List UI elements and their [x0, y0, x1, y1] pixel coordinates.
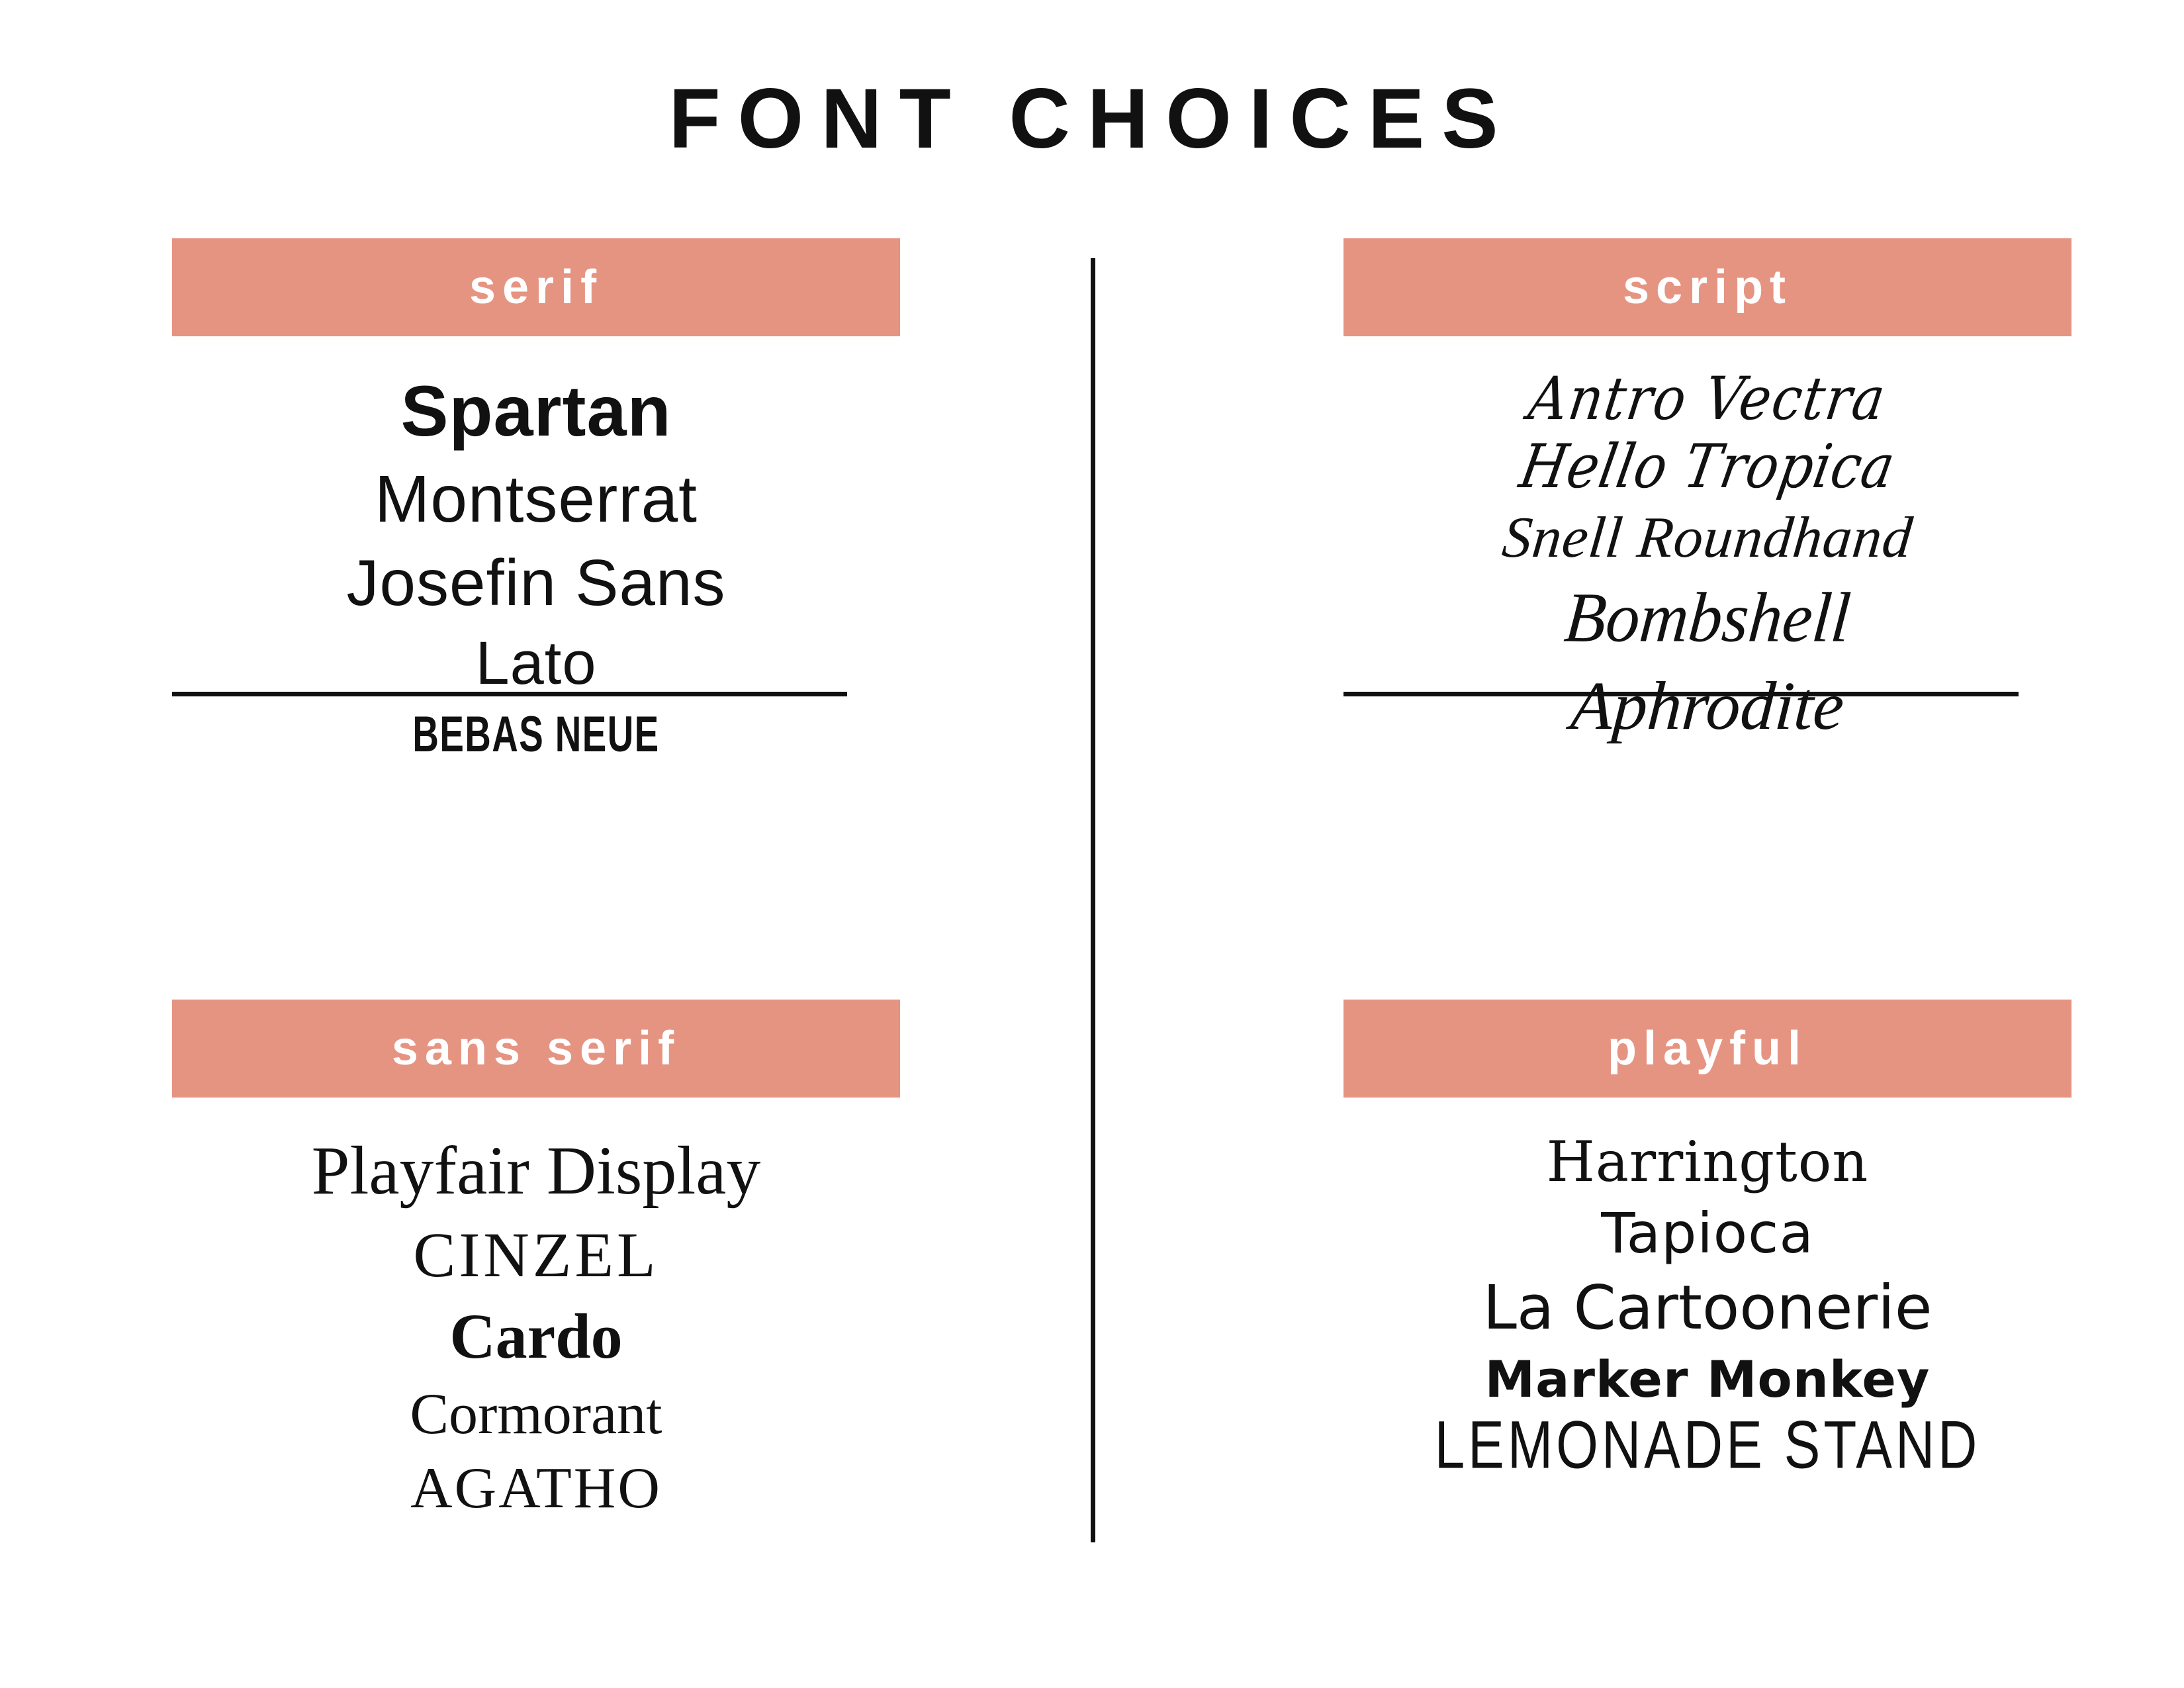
list-item: Marker Monkey	[1484, 1349, 1931, 1409]
category-label-sans-serif: sans serif	[391, 1022, 681, 1075]
font-list-sans-serif	[172, 1098, 900, 1526]
list-item: Montserrat	[375, 462, 698, 537]
list-item: Cormorant	[410, 1382, 662, 1446]
list-item	[172, 702, 900, 767]
list-item-text: Hello Tropica	[1514, 431, 1901, 502]
list-item	[1343, 1407, 2071, 1483]
list-item: CINZEL	[413, 1219, 659, 1291]
list-item	[1343, 365, 2071, 433]
font-list-serif	[172, 336, 900, 767]
list-item-text: Bombshell	[1561, 579, 1854, 658]
categories-grid	[0, 218, 2184, 1688]
list-item: Spartan	[400, 371, 672, 451]
list-item: AGATHO	[410, 1456, 662, 1521]
list-item: La Cartoonerie	[1482, 1272, 1933, 1344]
category-label-script: script	[1622, 261, 1793, 314]
category-label-playful: playful	[1607, 1022, 1808, 1075]
category-playful	[1343, 1000, 2071, 1481]
list-item-text: LEMONADE STAND	[1434, 1407, 1981, 1483]
category-sans-serif	[172, 1000, 900, 1526]
list-item	[1343, 433, 2071, 500]
category-banner-serif	[172, 238, 900, 336]
list-item: Playfair Display	[311, 1133, 761, 1209]
category-banner-playful	[1343, 1000, 2071, 1098]
list-item	[1343, 575, 2071, 662]
category-banner-sans-serif	[172, 1000, 900, 1098]
page-title: FONT CHOICES	[668, 71, 1516, 166]
list-item-text: Antro Vectra	[1524, 364, 1891, 434]
list-item: Tapioca	[1601, 1200, 1814, 1266]
list-item-text: Aphrodite	[1568, 667, 1847, 744]
category-label-serif: serif	[469, 261, 604, 314]
list-item: Harrington	[1546, 1129, 1869, 1194]
category-script	[1343, 238, 2071, 750]
list-item-text: BEBAS NEUE	[412, 706, 660, 763]
category-banner-script	[1343, 238, 2071, 336]
list-item: Josefin Sans	[346, 546, 726, 620]
list-item-text: Snell Roundhand	[1499, 505, 1916, 570]
font-list-script	[1343, 336, 2071, 750]
font-list-playful	[1343, 1098, 2071, 1481]
list-item: Cardo	[449, 1300, 623, 1372]
list-item: Lato	[475, 629, 597, 697]
list-item	[1343, 501, 2071, 576]
category-serif	[172, 238, 900, 767]
list-item	[1343, 662, 2071, 750]
